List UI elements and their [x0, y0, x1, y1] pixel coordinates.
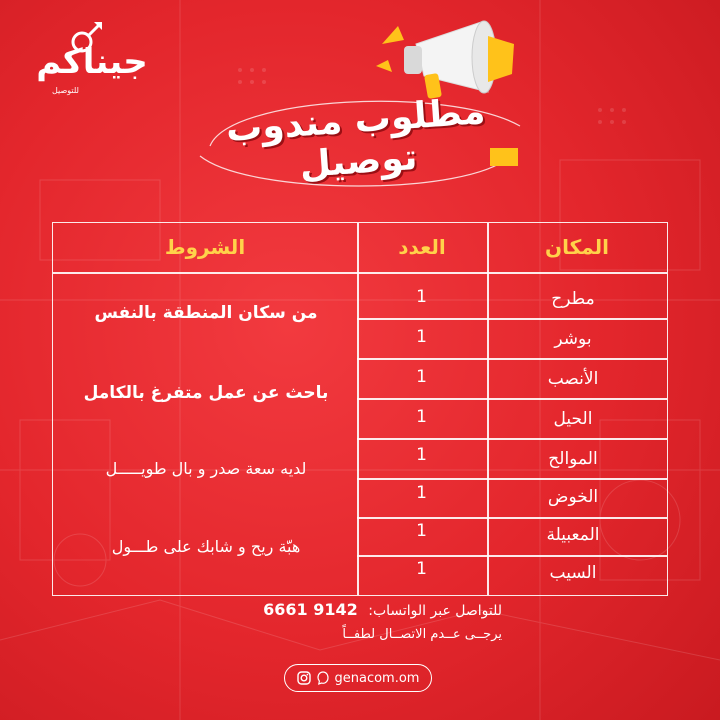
table-divider — [53, 272, 667, 274]
condition-text: من سكان المنطقة بالنفس — [94, 303, 318, 323]
condition-text: هبّة ريح و شابك على طـــول — [111, 537, 301, 556]
header-count: العدد — [398, 235, 446, 259]
contact-block — [202, 600, 502, 642]
count-cell: 1 — [416, 445, 427, 465]
count-cell: 1 — [416, 483, 427, 503]
header-conditions: الشروط — [164, 235, 246, 259]
contact-label: للتواصل عبر الواتساب: — [368, 603, 502, 619]
place-cell: المعبيلة — [546, 525, 600, 545]
instagram-icon — [297, 671, 311, 685]
count-cell: 1 — [416, 521, 427, 541]
place-cell: الحيل — [553, 409, 593, 429]
count-cell: 1 — [416, 407, 427, 427]
lightning-icon — [382, 26, 404, 44]
logo-text: جيناكم — [36, 42, 148, 82]
condition-text: لديه سعة صدر و بال طويـــــل — [105, 459, 307, 478]
place-cell: الأنصب — [547, 369, 599, 389]
count-cell: 1 — [416, 367, 427, 387]
count-cell: 1 — [416, 327, 427, 347]
place-cell: الموالح — [548, 449, 598, 469]
contact-note: يرجــى عــدم الاتصــال لطفــاً — [342, 627, 502, 642]
logo-subtext: للتوصيل — [52, 86, 79, 95]
headline — [198, 91, 516, 187]
place-cell: بوشر — [554, 329, 592, 349]
header-place: المكان — [545, 235, 609, 259]
place-cell: الخوض — [547, 487, 599, 507]
contact-line — [202, 600, 502, 619]
website-pill[interactable] — [284, 664, 432, 692]
count-cell: 1 — [416, 287, 427, 307]
brand-logo — [22, 36, 172, 106]
website-text: genacom.om — [334, 670, 420, 686]
phone-number[interactable]: 9142 6661 — [263, 600, 358, 619]
headline-text: مطلوب مندوب توصيل — [224, 91, 487, 187]
count-cell: 1 — [416, 559, 427, 579]
positions-table — [52, 222, 668, 596]
whatsapp-icon — [317, 671, 329, 685]
place-cell: مطرح — [551, 289, 595, 309]
place-cell: السيب — [549, 563, 597, 583]
condition-text: باحث عن عمل متفرغ بالكامل — [83, 383, 329, 403]
